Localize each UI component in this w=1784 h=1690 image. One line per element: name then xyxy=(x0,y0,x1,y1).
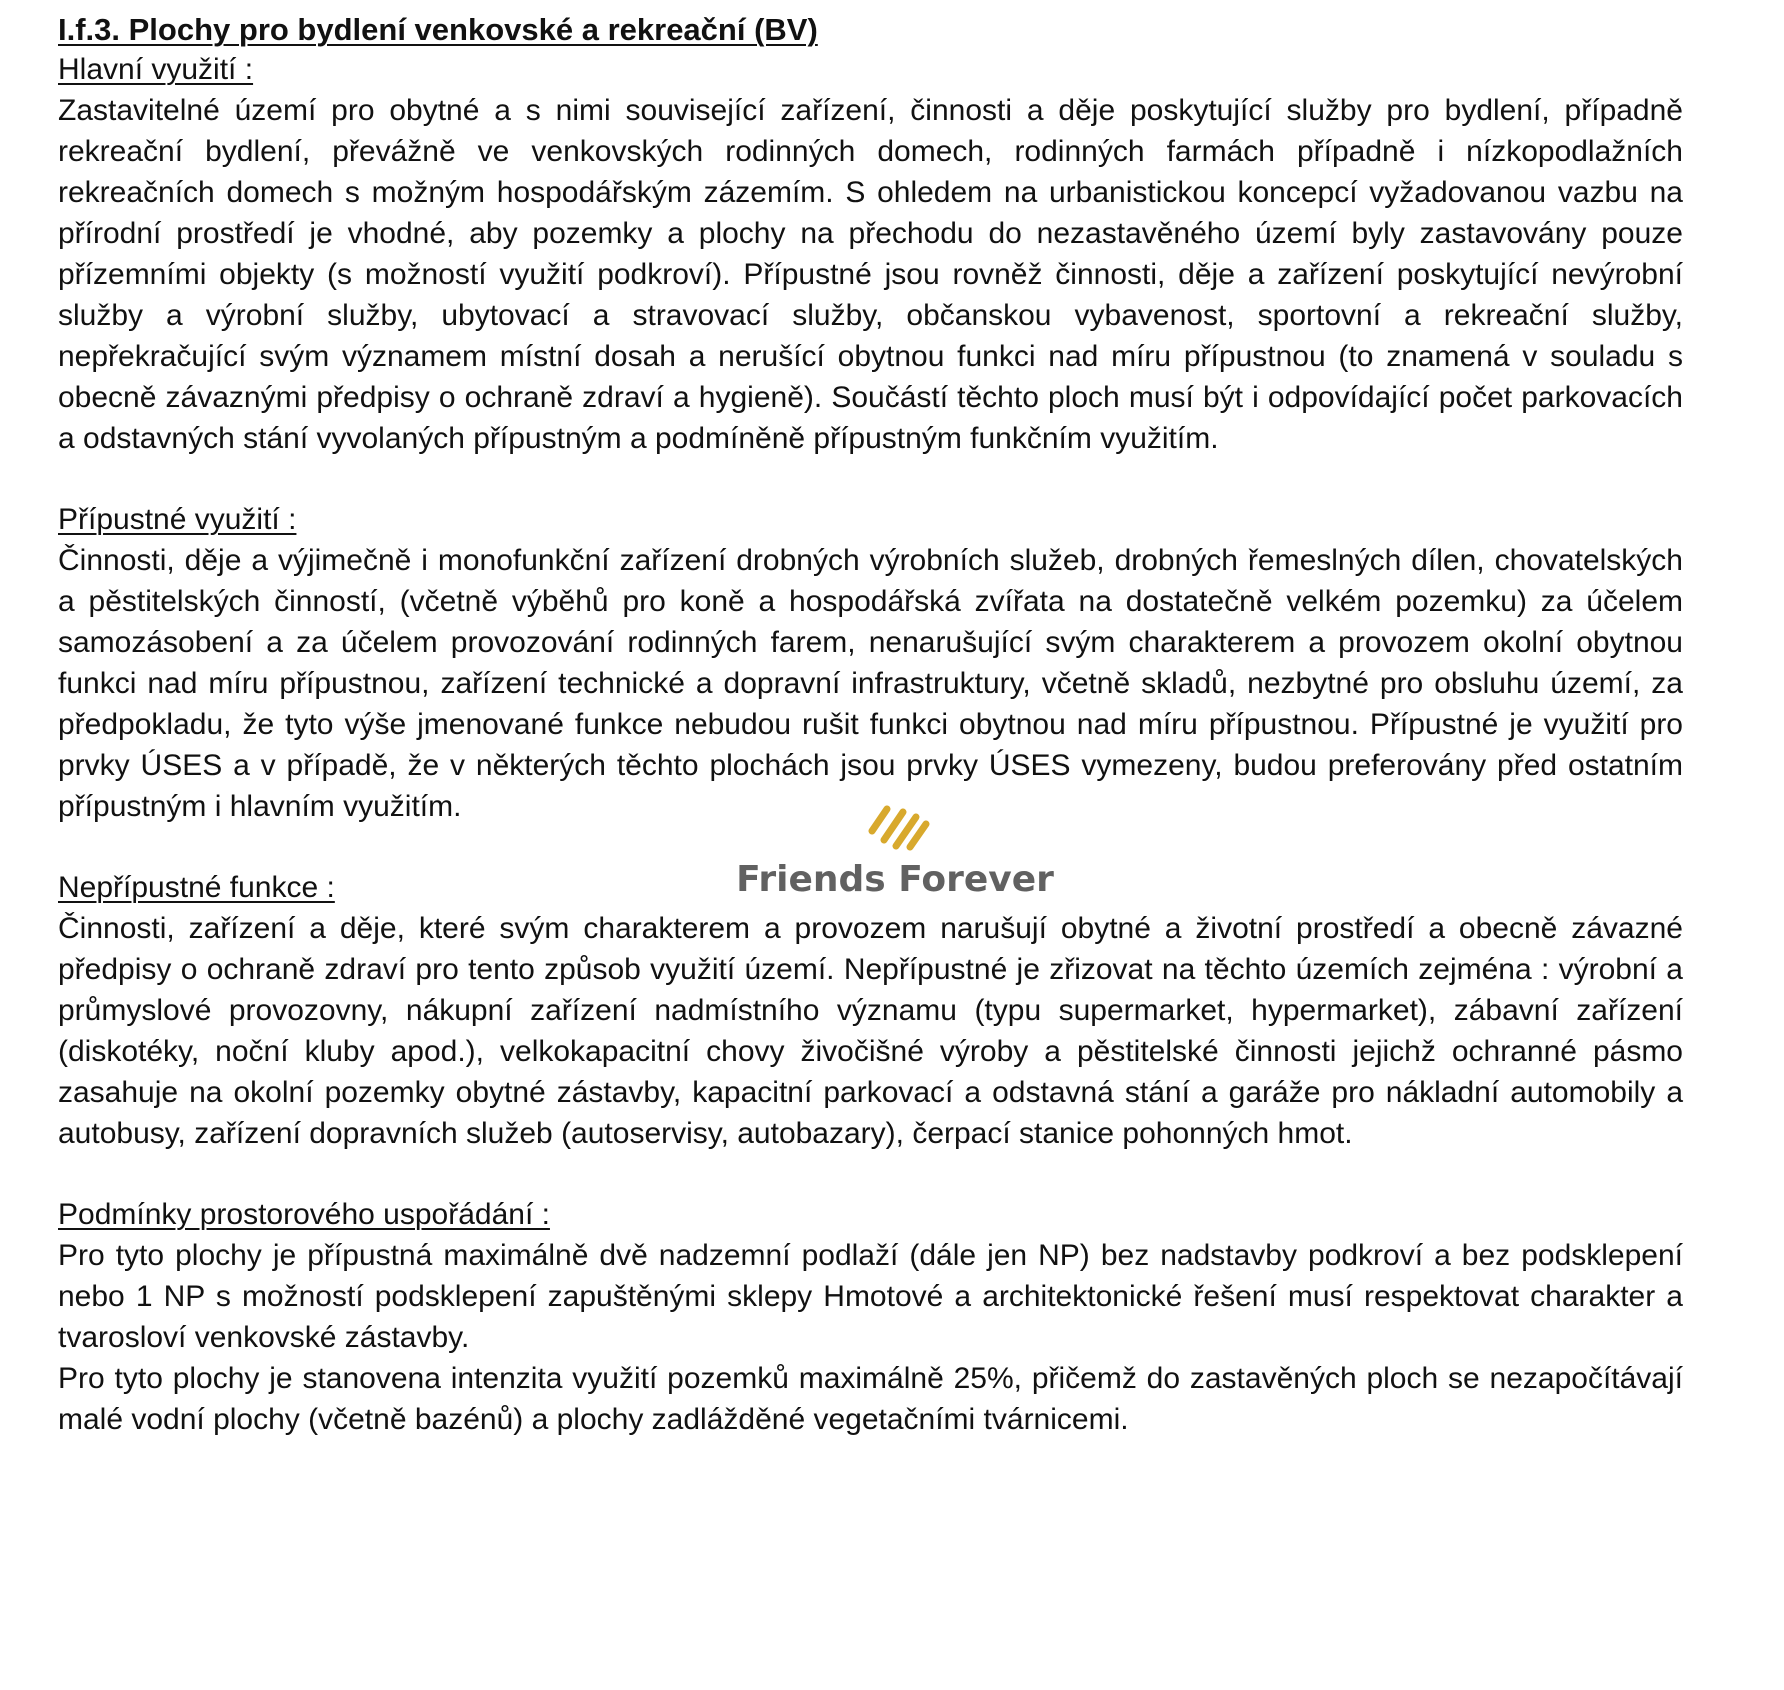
document-content xyxy=(58,10,1683,1440)
document-title: I.f.3. Plochy pro bydlení venkovské a rekreační (BV) xyxy=(58,12,818,47)
section-heading-spatial-conditions: Podmínky prostorového uspořádání : xyxy=(58,1198,550,1231)
section-spacer xyxy=(58,459,1683,500)
section-heading-main-use: Hlavní využití : xyxy=(58,53,254,86)
prohibited-functions-paragraph: Činnosti, zařízení a děje, které svým charakterem a provozem narušují obytné a životní prostředí a obecně závazné předpisy o ochraně zdraví pro tento způsob využití území. Nepřípustné je zřizovat na těchto územích zejména : výrobní a průmyslové provozovny, nákupní zařízení nadmístního významu (typu supermarket, hypermarket), zábavní zařízení (diskotéky, noční kluby apod.), velkokapacitní chovy živočišné výroby a pěstitelské činnosti jejichž ochranné pásmo zasahuje na okolní pozemky obytné zástavby, kapacitní parkovací a odstavná stání a garáže pro nákladní automobily a autobusy, zařízení dopravních služeb (autoservisy, autobazary), čerpací stanice pohonných hmot. xyxy=(58,912,1683,1150)
section-spacer xyxy=(58,827,1683,868)
section-heading-prohibited-functions: Nepřípustné funkce : xyxy=(58,871,335,904)
permitted-use-paragraph: Činnosti, děje a výjimečně i monofunkční zařízení drobných výrobních služeb, drobných řemeslných dílen, chovatelských a pěstitelských činností, (včetně výběhů pro koně a hospodářská zvířata na dostatečně velkém pozemku) za účelem samozásobení a za účelem provozování rodinných farem, nenarušující svým charakterem a provozem okolní obytnou funkci nad míru přípustnou, zařízení technické a dopravní infrastruktury, včetně skladů, nezbytné pro obsluhu území, za předpokladu, že tyto výše jmenované funkce nebudou rušit funkci obytnou nad míru přípustnou. Přípustné je využití pro prvky ÚSES a v případě, že v některých těchto plochách jsou prvky ÚSES vymezeny, budou preferovány před ostatním přípustným i hlavním využitím. xyxy=(58,544,1683,823)
section-spatial-conditions xyxy=(58,1195,1683,1440)
section-main-use xyxy=(58,50,1683,459)
watermark-text: Friends Forever xyxy=(736,859,1054,900)
section-permitted-use xyxy=(58,500,1683,827)
section-heading-permitted-use: Přípustné využití : xyxy=(58,503,297,536)
spatial-conditions-paragraph-2: Pro tyto plochy je stanovena intenzita využití pozemků maximálně 25%, přičemž do zastavěných ploch se nezapočítávají malé vodní plochy (včetně bazénů) a plochy zadlážděné vegetačními tvárnicemi. xyxy=(58,1362,1683,1436)
main-use-paragraph: Zastavitelné území pro obytné a s nimi související zařízení, činnosti a děje poskytující služby pro bydlení, případně rekreační bydlení, převážně ve venkovských rodinných domech, rodinných farmách případně i nízkopodlažních rekreačních domech s možným hospodářským zázemím. S ohledem na urbanistickou koncepcí vyžadovanou vazbu na přírodní prostředí je vhodné, aby pozemky a plochy na přechodu do nezastavěného území byly zastavovány pouze přízemními objekty (s možností využití podkroví). Přípustné jsou rovněž činnosti, děje a zařízení poskytující nevýrobní služby a výrobní služby, ubytovací a stravovací služby, občanskou vybavenost, sportovní a rekreační služby, nepřekračující svým významem místní dosah a nerušící obytnou funkci nad míru přípustnou (to znamená v souladu s obecně závaznými předpisy o ochraně zdraví a hygieně). Součástí těchto ploch musí být i odpovídající počet parkovacích a odstavných stání vyvolaných přípustným a podmíněně přípustným funkčním využitím. xyxy=(58,94,1683,455)
spatial-conditions-paragraph-1: Pro tyto plochy je přípustná maximálně dvě nadzemní podlaží (dále jen NP) bez nadstavby podkroví a bez podsklepení nebo 1 NP s možností podsklepení zapuštěnými sklepy Hmotové a architektonické řešení musí respektovat charakter a tvarosloví venkovské zástavby. xyxy=(58,1239,1683,1354)
section-spacer xyxy=(58,1154,1683,1195)
section-prohibited-functions xyxy=(58,868,1683,1154)
